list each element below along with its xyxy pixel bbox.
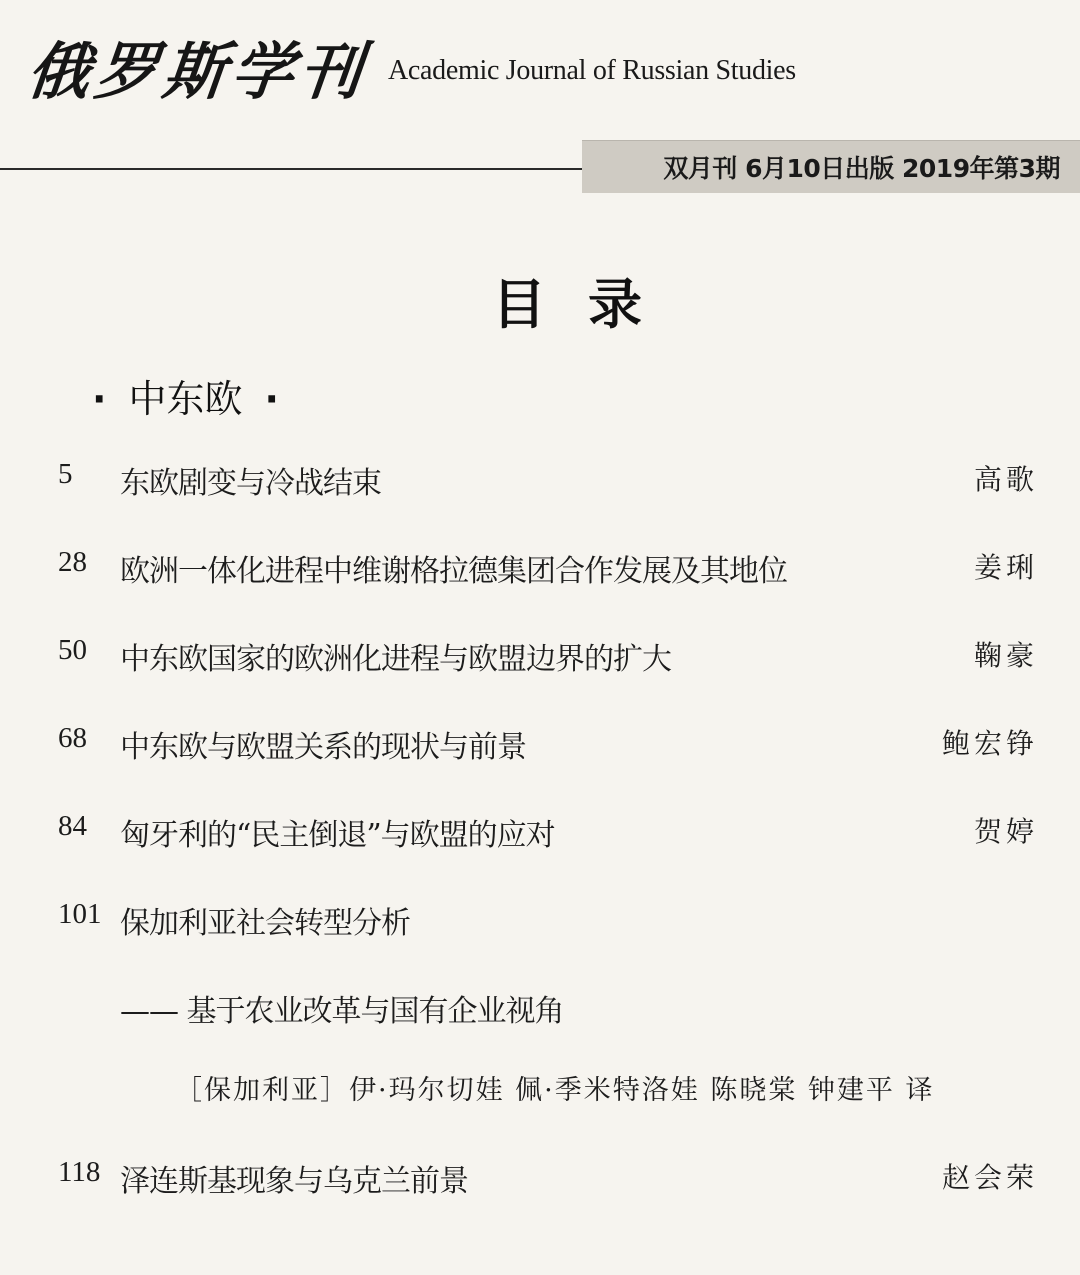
journal-logo-cn: 俄罗斯学刊 [23,35,372,108]
entry-title[interactable]: 中东欧国家的欧洲化进程与欧盟边界的扩大 [120,642,671,677]
entry-author: 赵会荣 [941,1161,1038,1194]
entry-title[interactable]: 保加利亚社会转型分析 [120,906,410,941]
toc-title: 目录 [492,273,684,336]
section-heading [70,368,301,423]
entry-title[interactable]: 中东欧与欧盟关系的现状与前景 [120,730,526,765]
header-rule [0,168,585,170]
journal-title-en: Academic Journal of Russian Studies [388,55,796,86]
entry-page-number: 28 [58,546,87,578]
entry-author: 姜琍 [973,551,1038,584]
toc-entry[interactable] [0,810,1080,858]
entry-author: 高歌 [973,463,1038,496]
entry-title[interactable]: 泽连斯基现象与乌克兰前景 [120,1164,468,1199]
entry-page-number: 50 [58,634,87,666]
entry-page-number: 118 [58,1156,101,1188]
issue-info: 双月刊 6月10日出版 2019年第3期 [663,154,1060,183]
entry-page-number: 101 [58,898,102,930]
entry-author: 鲍宏铮 [941,727,1038,760]
entry-title[interactable]: 东欧剧变与冷战结束 [120,466,381,501]
entry-page-number: 84 [58,810,87,842]
toc-entry[interactable] [0,722,1080,770]
toc-entry[interactable] [0,1156,1080,1204]
issue-band [582,140,1080,193]
entry-title[interactable]: 欧洲一体化进程中维谢格拉德集团合作发展及其地位 [120,554,787,589]
toc-entry[interactable] [0,458,1080,506]
entry-page-number: 5 [58,458,73,490]
section-name: 中东欧 [128,377,243,421]
entry-author: 贺婷 [973,815,1038,848]
section-bullet-right: · [264,377,279,421]
entry-author-translator-credit: ［保加利亚］伊·玛尔切娃 佩·季米特洛娃 陈晓棠 钟建平 译 [175,1075,935,1106]
section-bullet-left: · [92,377,107,421]
toc-entry[interactable] [0,898,1080,946]
entry-subtitle: —— 基于农业改革与国有企业视角 [120,994,564,1029]
toc-entry[interactable] [0,546,1080,594]
entry-author: 鞠豪 [973,639,1038,672]
entry-title[interactable]: 匈牙利的“民主倒退”与欧盟的应对 [120,818,555,853]
toc-entry[interactable] [0,634,1080,682]
entry-page-number: 68 [58,722,87,754]
